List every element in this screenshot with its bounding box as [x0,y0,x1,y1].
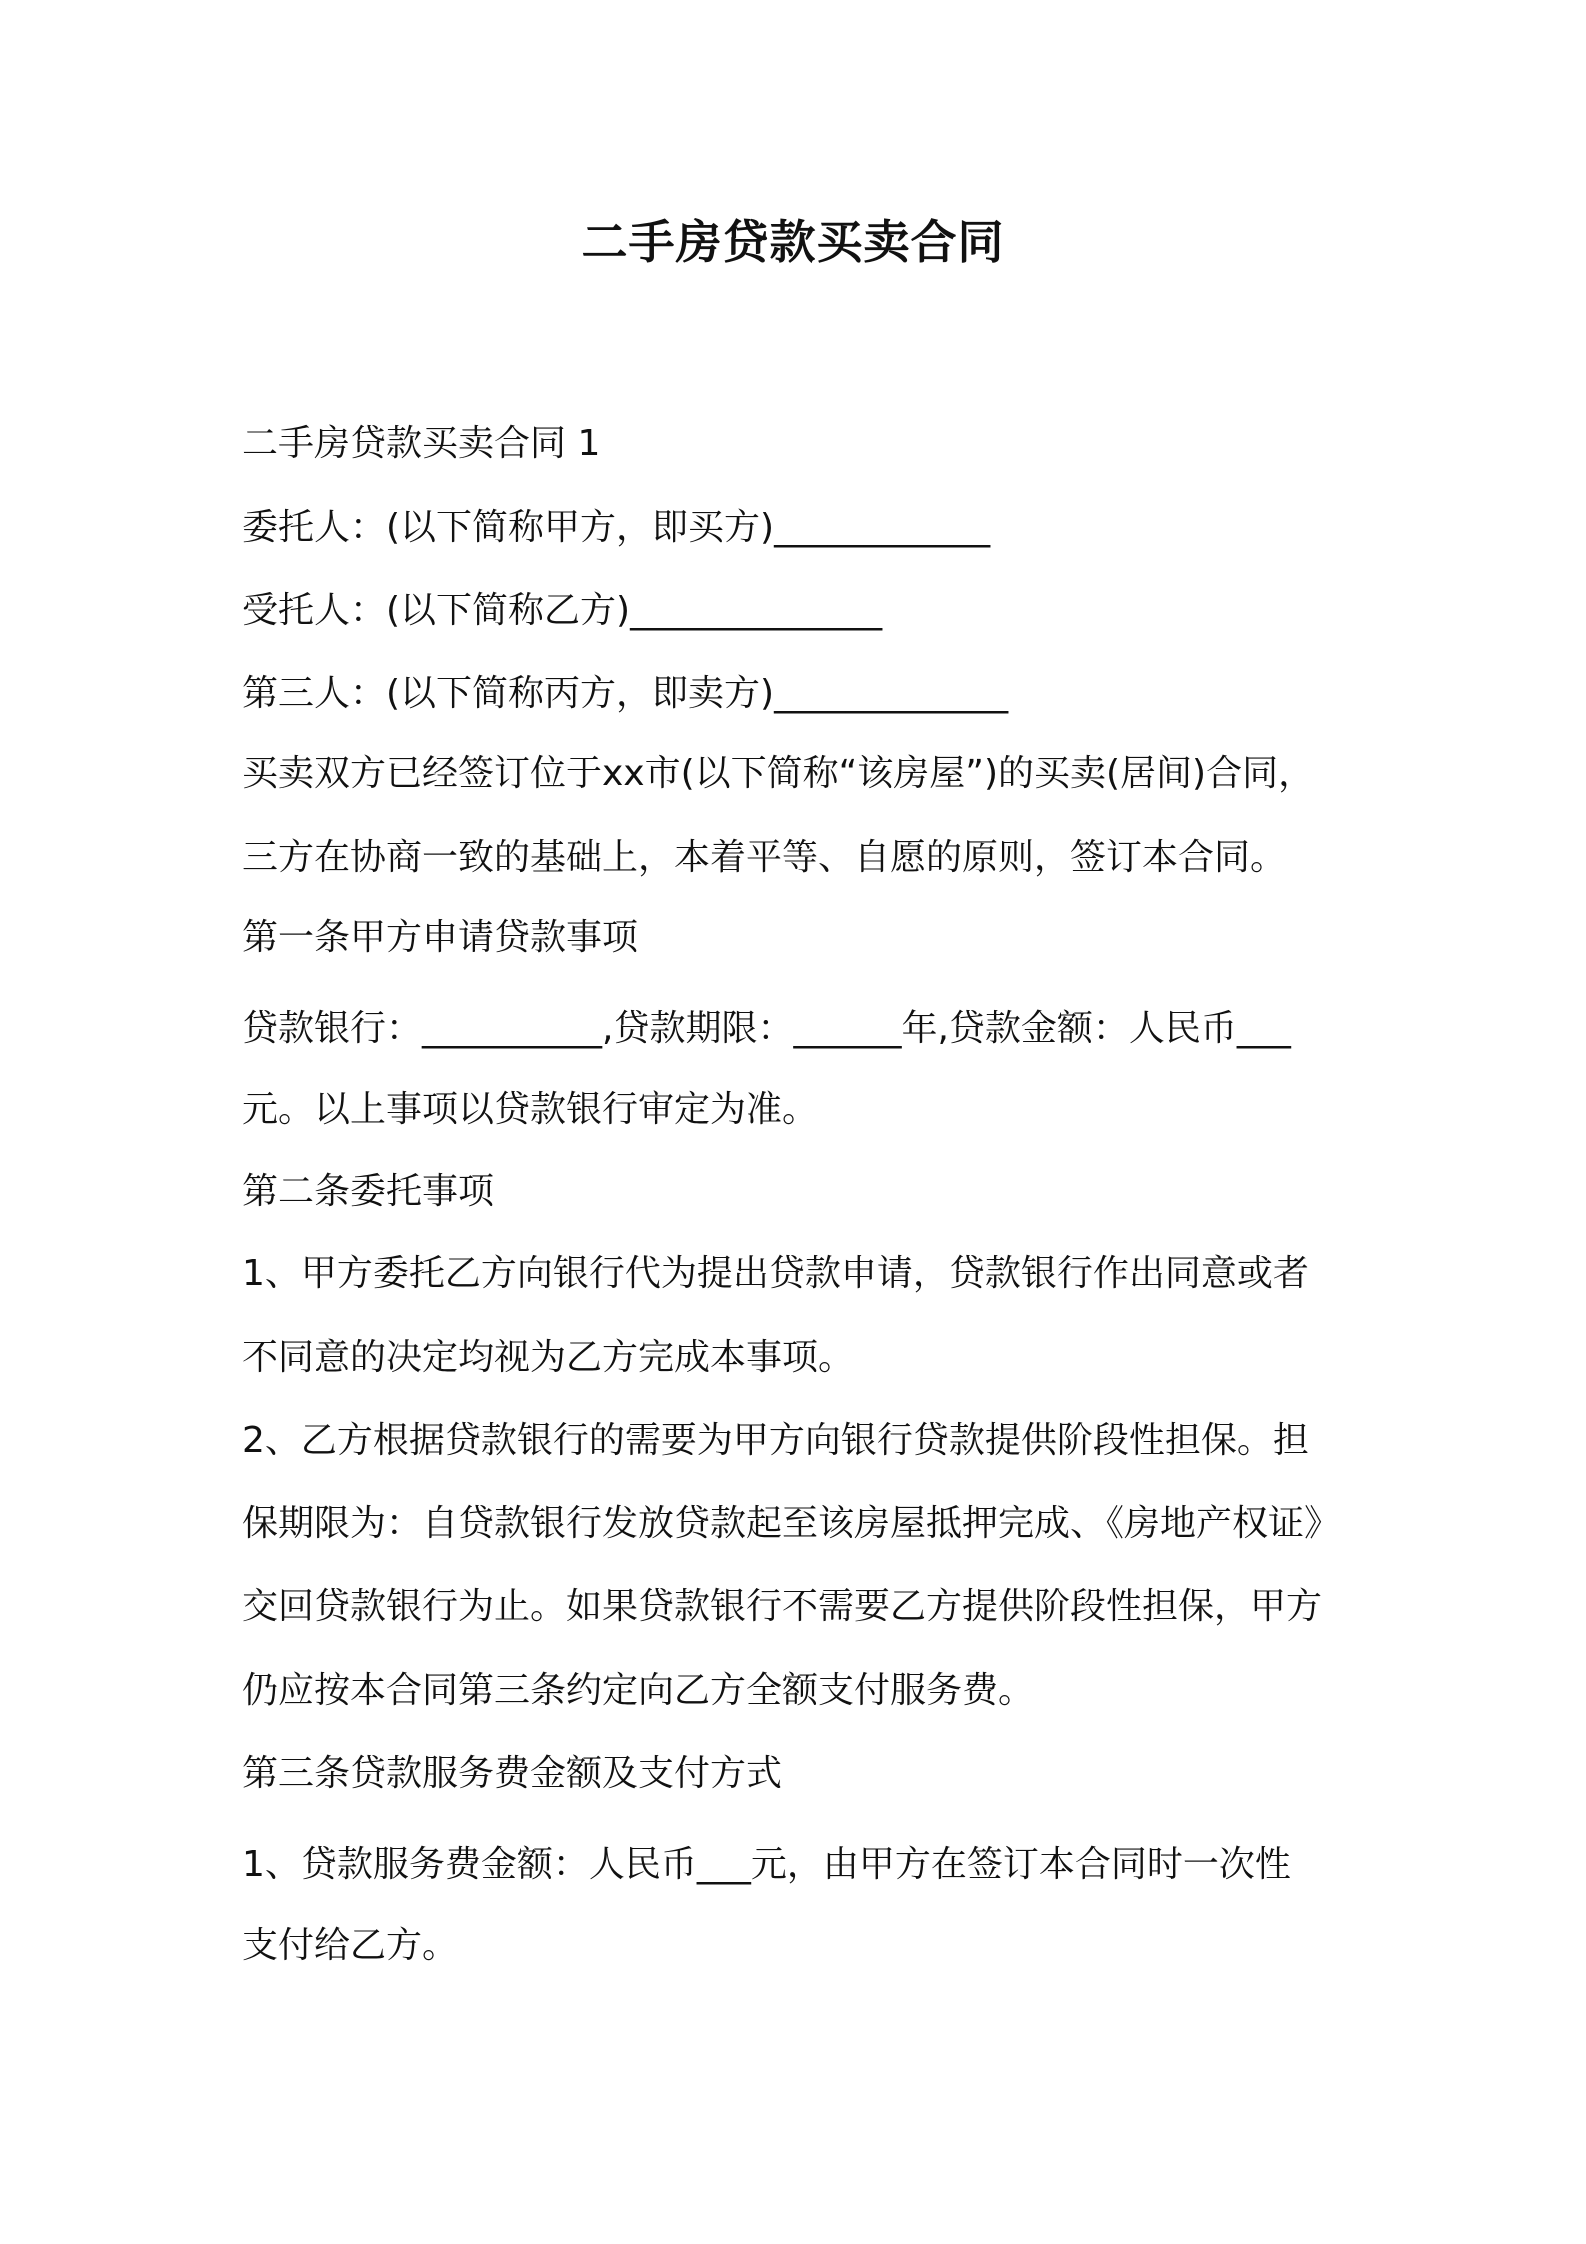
clause-2-2-line-4: 仍应按本合同第三条约定向乙方全额支付服务费。 [242,1670,1035,1711]
third-party-line: 第三人：(以下简称丙方，即卖方)_____________ [242,673,1009,714]
loan-terms-line-1: 贷款银行：__________,贷款期限：______年,贷款金额：人民币___ [242,1008,1291,1049]
clause-3-1-line-1: 1、贷款服务费金额：人民币___元，由甲方在签订本合同时一次性 [242,1844,1291,1885]
preamble-line-1: 买卖双方已经签订位于xx市(以下简称“该房屋”)的买卖(居间)合同， [242,753,1315,794]
clause-2-1-line-2: 不同意的决定均视为乙方完成本事项。 [242,1337,855,1378]
loan-terms-line-2: 元。以上事项以贷款银行审定为准。 [242,1089,819,1130]
agent-line: 受托人：(以下简称乙方)______________ [242,590,883,631]
clause-2-2-line-1: 2、乙方根据贷款银行的需要为甲方向银行贷款提供阶段性担保。担 [242,1420,1309,1461]
clause-2-2-line-2: 保期限为：自贷款银行发放贷款起至该房屋抵押完成、《房地产权证》 [242,1503,1341,1544]
preamble-line-2: 三方在协商一致的基础上，本着平等、自愿的原则，签订本合同。 [242,837,1287,878]
contract-subtitle: 二手房贷款买卖合同 1 [242,423,601,464]
article-3-heading: 第三条贷款服务费金额及支付方式 [242,1753,783,1794]
clause-2-1-line-1: 1、甲方委托乙方向银行代为提出贷款申请，贷款银行作出同意或者 [242,1253,1309,1294]
clause-2-2-line-3: 交回贷款银行为止。如果贷款银行不需要乙方提供阶段性担保，甲方 [242,1586,1323,1627]
principal-line: 委托人：(以下简称甲方，即买方)____________ [242,507,991,548]
article-2-heading: 第二条委托事项 [242,1171,495,1212]
clause-3-1-line-2: 支付给乙方。 [242,1925,459,1966]
article-1-heading: 第一条甲方申请贷款事项 [242,917,639,958]
document-title: 二手房贷款买卖合同 [581,215,1005,269]
